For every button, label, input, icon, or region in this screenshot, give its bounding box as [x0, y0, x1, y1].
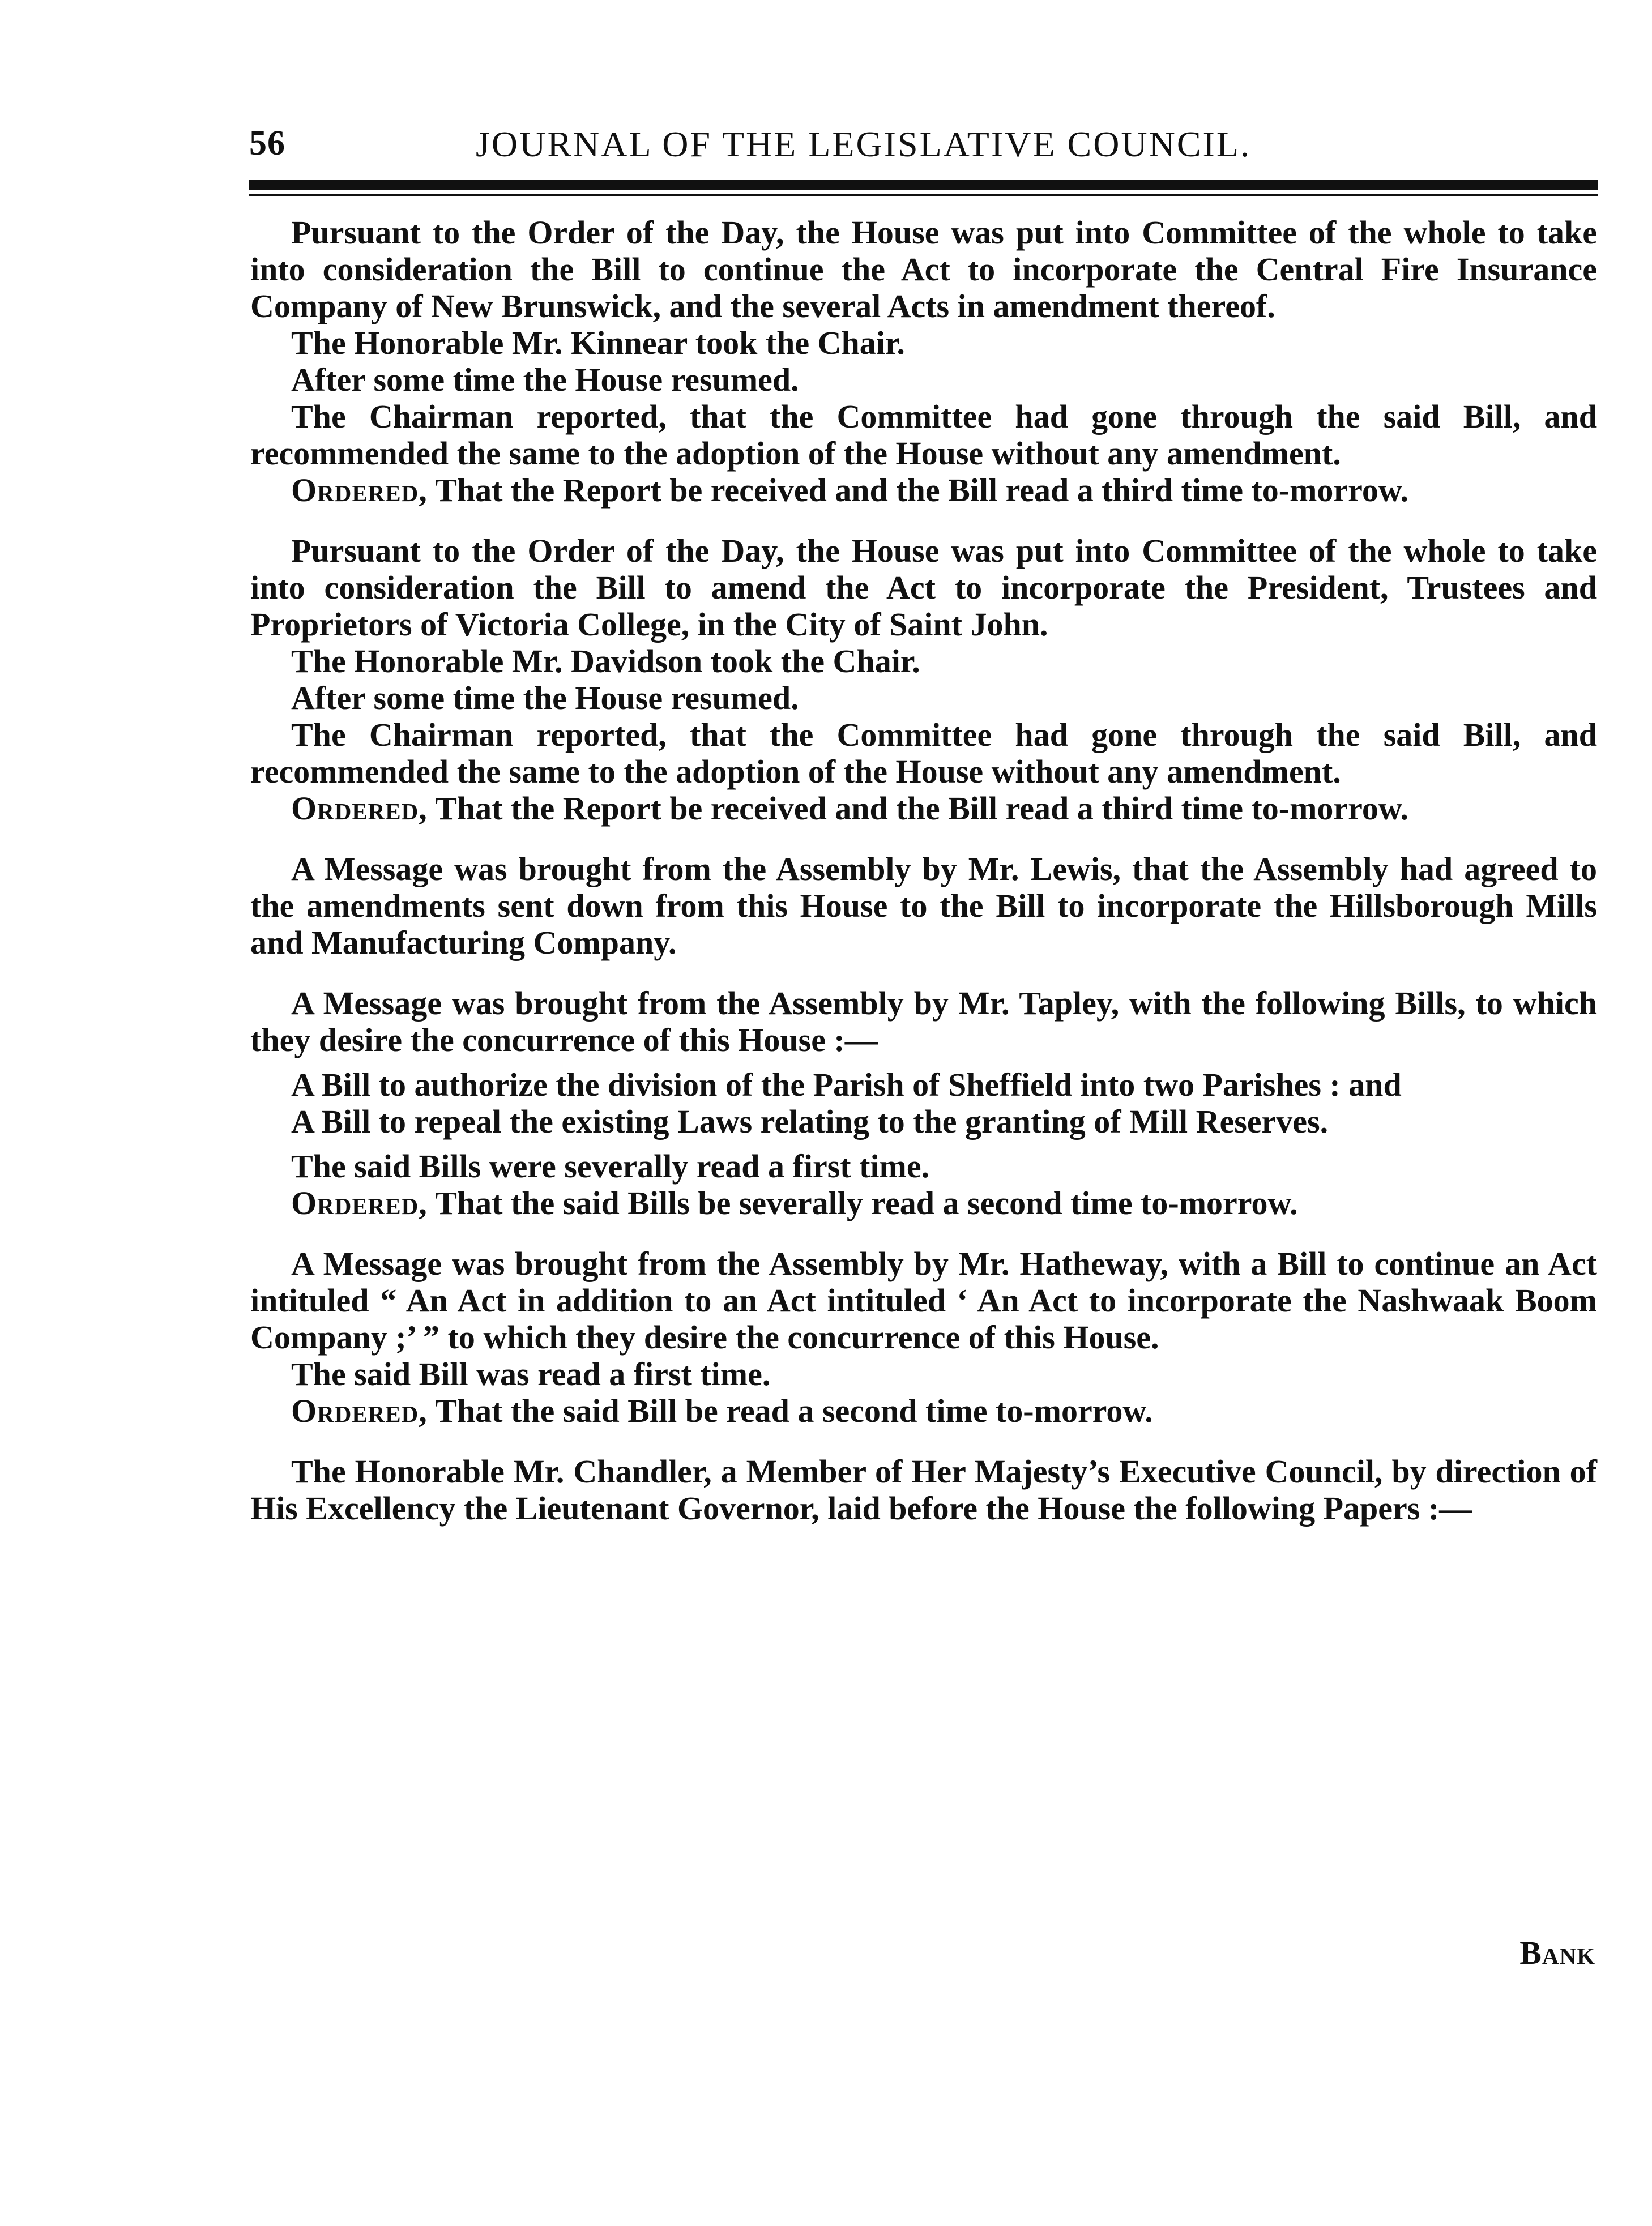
ordered-text: That the Report be received and the Bill read a third time to-morrow.: [427, 472, 1409, 509]
ordered-label: Ordered,: [291, 790, 428, 827]
entry-central-fire-insurance: [250, 214, 1597, 509]
entry-hillsborough-mills: [250, 851, 1597, 961]
chair-line: The Honorable Mr. Kinnear took the Chair.: [291, 324, 905, 361]
chair-line: The Honorable Mr. Davidson took the Chair.: [291, 643, 920, 680]
ordered-line: [250, 790, 1597, 827]
report-paragraph: The Chairman reported, that the Committee had gone through the said Bill, and recommended the same to the adoption of the House without any amendment.: [250, 716, 1597, 790]
ordered-label: Ordered,: [291, 472, 428, 509]
ordered-label: Ordered,: [291, 1392, 428, 1429]
resumed-line: After some time the House resumed.: [291, 680, 799, 716]
ordered-text: That the said Bill be read a second time to-morrow.: [427, 1392, 1153, 1429]
ordered-line: [250, 472, 1597, 509]
ordered-text: That the said Bills be severally read a second time to-morrow.: [427, 1185, 1298, 1221]
entry-victoria-college: [250, 532, 1597, 827]
catchword: Bank: [1519, 1934, 1595, 1971]
message-paragraph: A Message was brought from the Assembly by Mr. Lewis, that the Assembly had agreed to the amendments sent down from this House to the Bill to incorporate the Hillsborough Mills and Manufacturing Company.: [250, 851, 1597, 961]
entry-nashwaak-boom: [250, 1245, 1597, 1429]
first-reading-line: The said Bills were severally read a first time.: [291, 1148, 930, 1185]
message-paragraph: A Message was brought from the Assembly by Mr. Hatheway, with a Bill to continue an Act intituled “ An Act in addition to an Act intituled ‘ An Act to incorporate the Nashwaak Boom Company ;’ ” to which they desire the concurrence of this House.: [250, 1245, 1597, 1356]
first-reading-line: The said Bill was read a first time.: [291, 1356, 771, 1392]
ordered-text: That the Report be received and the Bill read a third time to-morrow.: [427, 790, 1409, 827]
journal-body: [250, 214, 1597, 1527]
bill-line-sheffield: A Bill to authorize the division of the Parish of Sheffield into two Parishes : and: [291, 1066, 1402, 1103]
running-header: [249, 123, 1597, 174]
committee-paragraph: Pursuant to the Order of the Day, the House was put into Committee of the whole to take into consideration the Bill to amend the Act to incorporate the President, Trustees and Proprietors of Victoria College, in the City of Saint John.: [250, 532, 1597, 643]
committee-paragraph: Pursuant to the Order of the Day, the House was put into Committee of the whole to take into consideration the Bill to continue the Act to incorporate the Central Fire Insurance Company of New Brunswick, and the several Acts in amendment thereof.: [250, 214, 1597, 324]
message-paragraph: A Message was brought from the Assembly by Mr. Tapley, with the following Bills, to which they desire the concurrence of this House :—: [250, 985, 1597, 1058]
bill-line-mill-reserves: A Bill to repeal the existing Laws relating to the granting of Mill Reserves.: [291, 1103, 1329, 1140]
entry-chandler-papers: [250, 1453, 1597, 1527]
ordered-line: [250, 1392, 1597, 1429]
ordered-label: Ordered,: [291, 1185, 428, 1221]
page-number: 56: [249, 124, 285, 163]
report-paragraph: The Chairman reported, that the Committee had gone through the said Bill, and recommended the same to the adoption of the House without any amendment.: [250, 398, 1597, 472]
header-rule: [249, 180, 1598, 196]
entry-tapley-bills: [250, 985, 1597, 1221]
papers-paragraph: The Honorable Mr. Chandler, a Member of Her Majesty’s Executive Council, by direction of His Excellency the Lieutenant Governor, laid before the House the following Papers :—: [250, 1453, 1597, 1527]
ordered-line: [250, 1185, 1597, 1221]
running-title: JOURNAL OF THE LEGISLATIVE COUNCIL.: [476, 124, 1251, 164]
resumed-line: After some time the House resumed.: [291, 361, 799, 398]
